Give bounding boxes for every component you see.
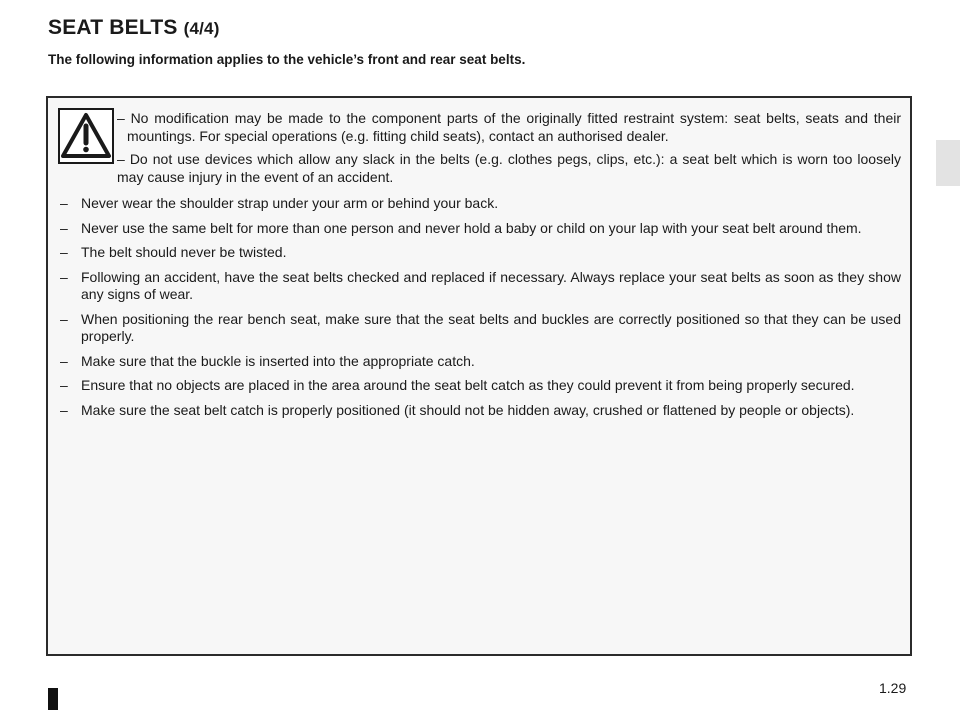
chapter-side-tab [936,140,960,186]
intro-text: The following information applies to the vehicle’s front and rear seat belts. [48,52,526,67]
list-item-text: Make sure that the buckle is inserted into the appropriate catch. [81,352,475,369]
list-item-text: Ensure that no objects are placed in the area around the seat belt catch as they could prevent it from being properly secured. [81,377,855,393]
seat-belt-rules-list [60,195,901,426]
warning-note-modification: – No modification may be made to the component parts of the originally fitted restraint system: seat belts, seats and their mountings. For special operations (e.g. fitting child seats), contact an authorised dealer. [117,110,901,144]
list-dash: – [60,401,68,418]
list-item-text: Following an accident, have the seat belts checked and replaced if necessary. Always replace your seat belts as soon as they show any signs of wear. [81,268,901,302]
list-item [60,220,901,238]
list-item [60,244,901,262]
page-title-text: SEAT BELTS [48,16,178,39]
list-item-text: Never wear the shoulder strap under your arm or behind your back. [81,195,499,211]
list-item [60,377,901,395]
list-item-text: Make sure the seat belt catch is properly positioned (it should not be hidden away, crushed or flattened by people or objects). [81,401,855,418]
list-item [60,195,901,213]
list-item-text: When positioning the rear bench seat, make sure that the seat belts and buckles are correctly positioned so that they can be used properly. [81,310,901,344]
list-item [60,311,901,346]
list-dash: – [60,219,68,236]
page-part-indicator: (4/4) [183,19,220,38]
list-dash: – [60,377,68,393]
list-item-text: The belt should never be twisted. [81,244,287,260]
list-dash: – [60,352,68,369]
list-item [60,269,901,304]
warning-note-slack: – Do not use devices which allow any slack in the belts (e.g. clothes pegs, clips, etc.): a seat belt which is worn too loosely may cause injury in the event of an accident. [117,151,901,185]
list-dash: – [60,268,68,285]
corner-crop-mark [48,688,58,710]
list-dash: – [60,310,68,327]
warning-notes [117,110,901,192]
list-item [60,353,901,371]
list-dash: – [60,195,68,211]
list-item [60,402,901,420]
list-dash: – [60,244,68,260]
warning-triangle-icon [58,108,114,164]
page-number: 1.29 [879,680,907,696]
list-item-text: Never use the same belt for more than one person and never hold a baby or child on your lap with your seat belt around them. [81,219,862,236]
warning-box [46,96,912,656]
page-title [48,16,220,40]
